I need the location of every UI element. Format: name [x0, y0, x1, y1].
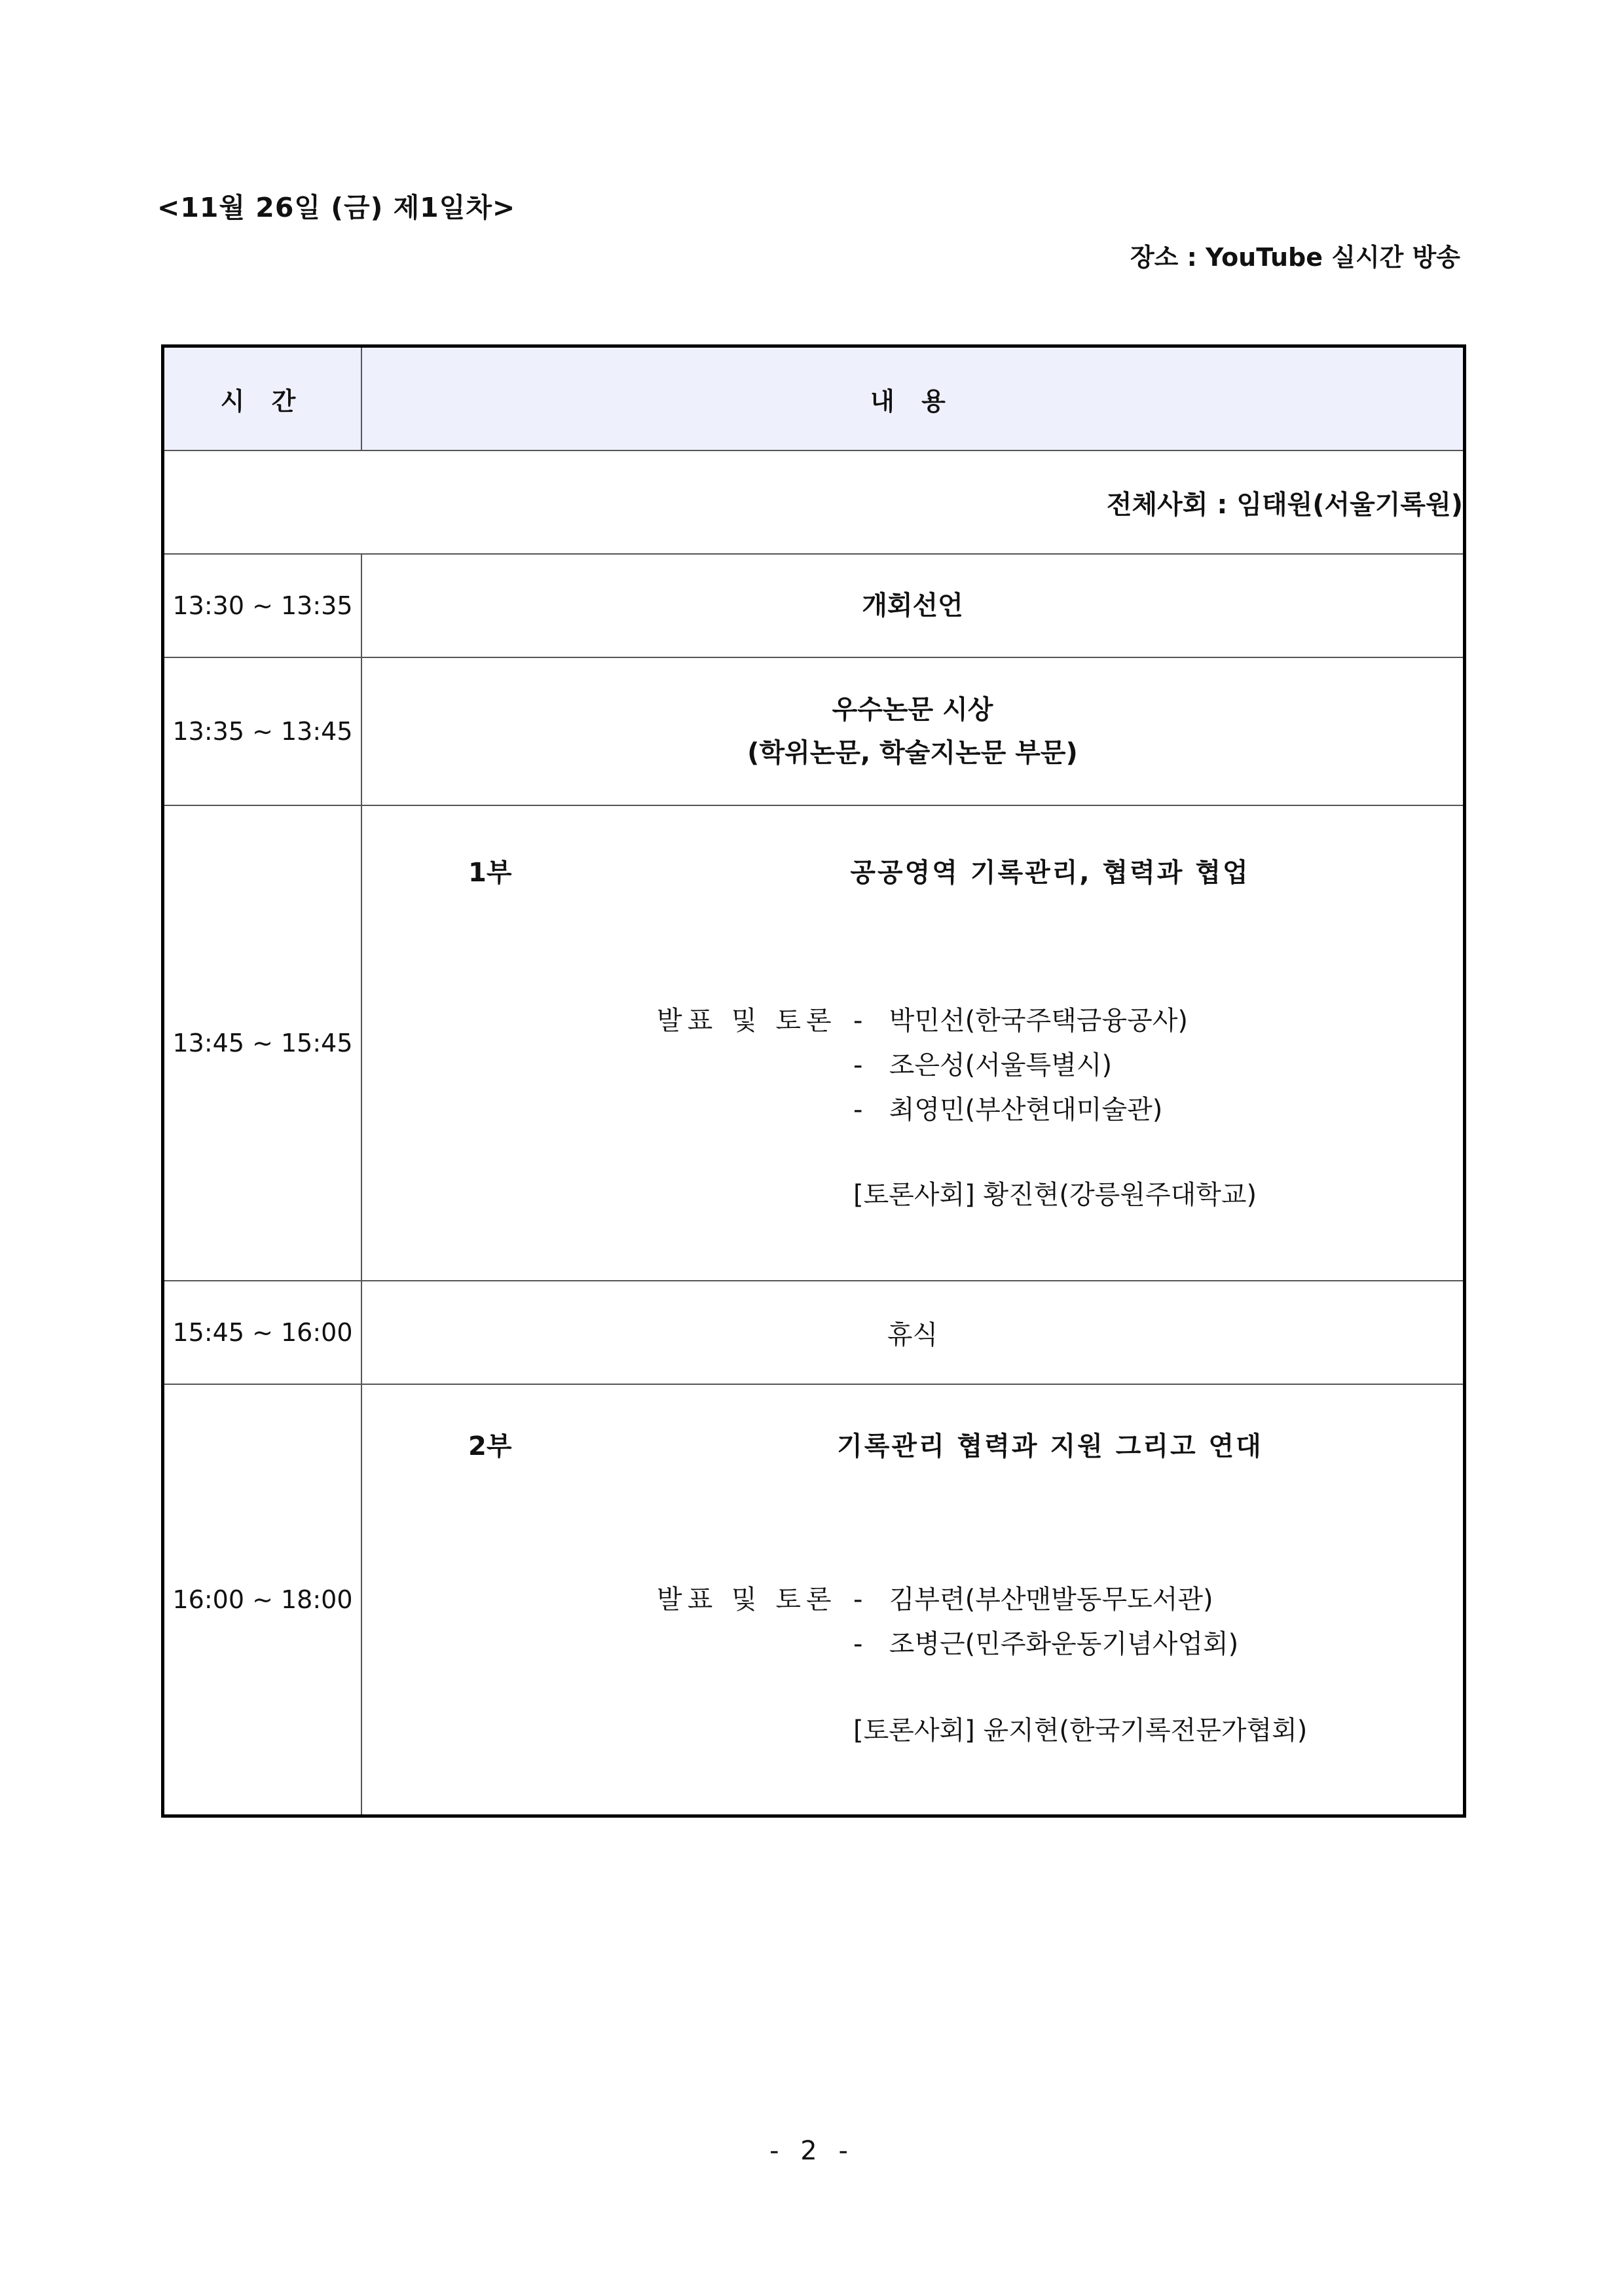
- presentation-label: 발표 및 토론: [657, 1585, 837, 1615]
- presentation-label: 발표 및 토론: [657, 1006, 837, 1036]
- day-title: <11월 26일 (금) 제1일차>: [157, 192, 516, 223]
- session-cell: [361, 805, 1465, 1281]
- location-text: 장소 : YouTube 실시간 방송: [1130, 243, 1460, 272]
- content-cell: [361, 657, 1465, 805]
- time-cell: 13:30 ~ 13:35: [163, 554, 362, 657]
- moderator-row: [163, 450, 1465, 554]
- session-title: 공공영역 기록관리, 협력과 협업: [850, 858, 1250, 888]
- time-cell: 15:45 ~ 16:00: [163, 1281, 362, 1384]
- discussion-moderator: [토론사회] 윤지현(한국기록전문가협회): [853, 1716, 1308, 1746]
- page-number: - 2 -: [769, 2136, 855, 2166]
- schedule-table: [161, 344, 1466, 1818]
- table-row: [163, 657, 1465, 805]
- table-row: [163, 805, 1465, 1281]
- content-cell: 휴식: [361, 1281, 1465, 1384]
- session-cell: [361, 1384, 1465, 1816]
- speaker-item: - 김부련(부산맨발동무도서관): [853, 1585, 1213, 1615]
- table-header-row: [163, 346, 1465, 451]
- table-row: [163, 554, 1465, 657]
- speaker-item: - 박민선(한국주택금융공사): [853, 1006, 1188, 1036]
- session-number: 2부: [468, 1431, 512, 1461]
- overall-moderator: 전체사회 : 임태원(서울기록원): [163, 450, 1465, 554]
- speaker-item: - 최영민(부산현대미술관): [853, 1095, 1163, 1125]
- session-title: 기록관리 협력과 지원 그리고 연대: [837, 1431, 1263, 1461]
- time-cell: 13:35 ~ 13:45: [163, 657, 362, 805]
- time-cell: 16:00 ~ 18:00: [163, 1384, 362, 1816]
- table-row: [163, 1384, 1465, 1816]
- header-content: 내 용: [361, 346, 1465, 451]
- award-subtitle: (학위논문, 학술지논문 부문): [747, 738, 1078, 768]
- time-cell: 13:45 ~ 15:45: [163, 805, 362, 1281]
- speaker-item: - 조은성(서울특별시): [853, 1050, 1113, 1080]
- discussion-moderator: [토론사회] 황진현(강릉원주대학교): [853, 1180, 1257, 1210]
- content-cell: 개회선언: [361, 554, 1465, 657]
- award-title: 우수논문 시상: [832, 695, 993, 725]
- speaker-item: - 조병근(민주화운동기념사업회): [853, 1629, 1239, 1659]
- table-row: [163, 1281, 1465, 1384]
- session-number: 1부: [468, 858, 512, 888]
- header-time: 시 간: [163, 346, 362, 451]
